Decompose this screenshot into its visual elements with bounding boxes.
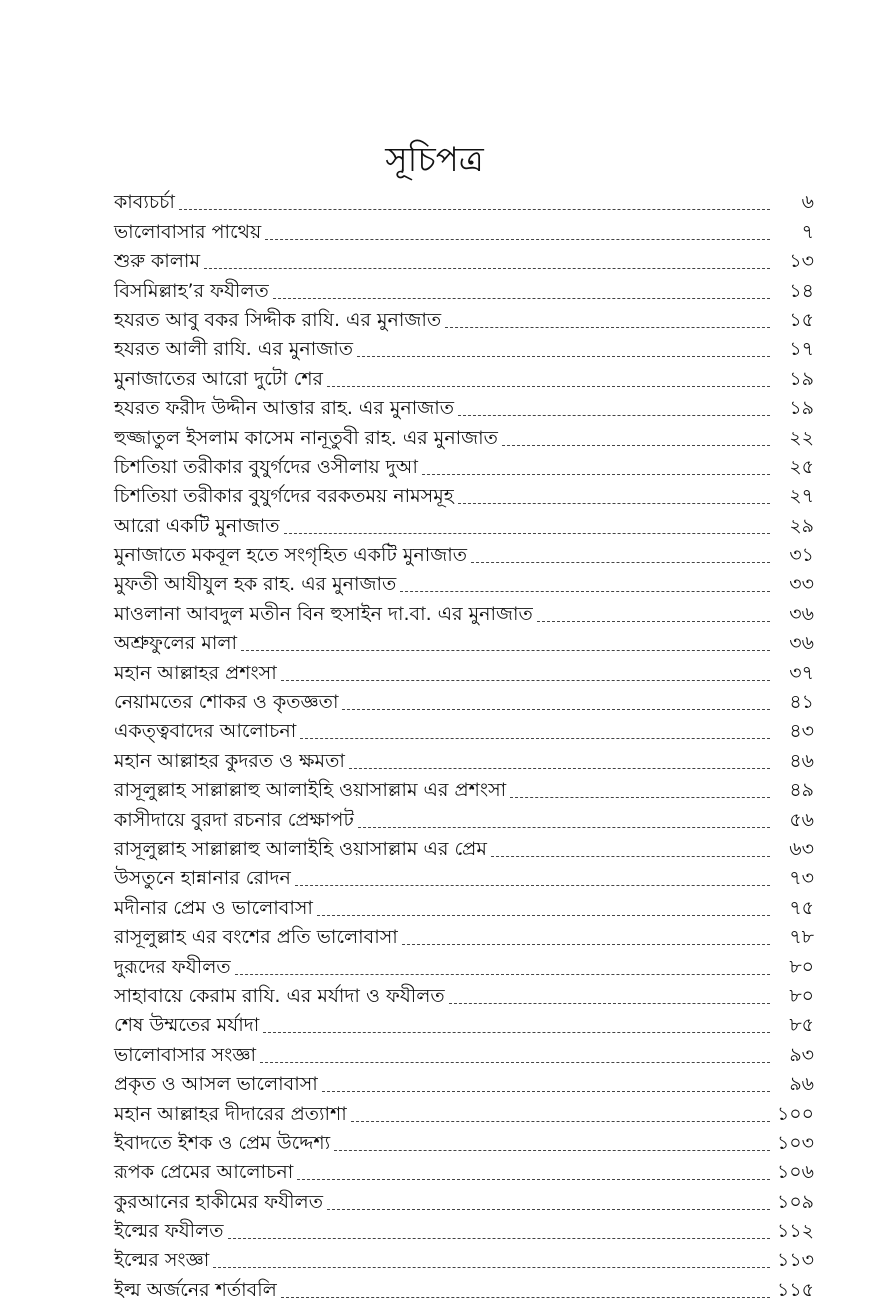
- toc-entry: [114, 274, 814, 303]
- dotted-leader: [263, 1032, 770, 1033]
- toc-entry-page-number: ৮০: [789, 984, 814, 1007]
- dotted-leader: [213, 1267, 770, 1268]
- toc-entry-page-number: ৩৭: [789, 661, 814, 684]
- toc-entry-title: শুরু কালাম: [114, 250, 200, 273]
- page-title: সূচিপত্র: [385, 140, 484, 180]
- toc-entry: [114, 568, 814, 597]
- toc-entry-page-number: ৭: [801, 220, 814, 243]
- toc-entry-title: চিশতিয়া তরীকার বুযুর্গদের ওসীলায় দুআ: [114, 455, 418, 478]
- toc-entry: [114, 833, 814, 862]
- dotted-leader: [281, 1297, 770, 1298]
- toc-entry-title: প্রকৃত ও আসল ভালোবাসা: [114, 1073, 318, 1096]
- toc-entry: [114, 1244, 814, 1273]
- dotted-leader: [510, 797, 770, 798]
- toc-entry: [114, 980, 814, 1009]
- toc-entry-title: মাওলানা আবদুল মতীন বিন হুসাইন দা.বা. এর মুনাজাত: [114, 602, 533, 625]
- toc-entry-page-number: ৯৩: [789, 1043, 814, 1066]
- toc-entry-title: কাব্যচর্চা: [114, 191, 175, 214]
- toc-entry-title: ইল্মের ফযীলত: [114, 1220, 224, 1243]
- toc-entry: [114, 1215, 814, 1244]
- toc-entry: [114, 451, 814, 480]
- toc-entry-page-number: ৬: [801, 191, 814, 214]
- dotted-leader: [179, 209, 770, 210]
- toc-entry-page-number: ২৫: [789, 455, 814, 478]
- toc-entry-title: হযরত ফরীদ উদ্দীন আত্তার রাহ. এর মুনাজাত: [114, 397, 455, 420]
- dotted-leader: [471, 562, 770, 563]
- toc-entry-title: হযরত আলী রাযি. এর মুনাজাত: [114, 338, 353, 361]
- toc-entry-page-number: ৮৫: [789, 1014, 814, 1037]
- toc-entry: [114, 744, 814, 773]
- dotted-leader: [235, 974, 770, 975]
- toc-entry-page-number: ১৩: [789, 250, 814, 273]
- toc-entry-page-number: ২৭: [789, 485, 814, 508]
- toc-entry-title: রাসূলুল্লাহ সাল্লাল্লাহু আলাইহি ওয়াসাল্লাম এর প্রশংসা: [114, 779, 507, 802]
- toc-entry-title: রাসূলুল্লাহ সাল্লাল্লাহু আলাইহি ওয়াসাল্লাম এর প্রেম: [114, 837, 487, 860]
- dotted-leader: [260, 1062, 770, 1063]
- toc-entry-page-number: ১৫: [789, 308, 814, 331]
- toc-entry: [114, 656, 814, 685]
- dotted-leader: [349, 768, 770, 769]
- dotted-leader: [273, 298, 770, 299]
- toc-entry-title: বিসমিল্লাহ’র ফযীলত: [114, 279, 269, 302]
- dotted-leader: [295, 885, 770, 886]
- dotted-leader: [491, 856, 770, 857]
- toc-entry: [114, 333, 814, 362]
- toc-entry: [114, 362, 814, 391]
- toc-entry-page-number: ২৯: [789, 514, 814, 537]
- toc-entry-title: ইল্ম অর্জনের শর্তাবলি: [114, 1278, 277, 1301]
- toc-entry-page-number: ২২: [789, 426, 814, 449]
- toc-entry: [114, 186, 814, 215]
- toc-entry-title: ইল্মের সংজ্ঞা: [114, 1249, 210, 1272]
- toc-entry: [114, 539, 814, 568]
- toc-entry: [114, 950, 814, 979]
- toc-entry: [114, 715, 814, 744]
- toc-entry-page-number: ১১৫: [777, 1278, 814, 1301]
- dotted-leader: [458, 415, 770, 416]
- toc-entry: [114, 1038, 814, 1067]
- dotted-leader: [449, 1003, 770, 1004]
- toc-entry-title: হযরত আবু বকর সিদ্দীক রাযি. এর মুনাজাত: [114, 308, 442, 331]
- toc-entry-page-number: ১০৯: [776, 1190, 814, 1213]
- toc-entry: [114, 891, 814, 920]
- toc-entry-title: অশ্রুফুলের মালা: [114, 632, 238, 655]
- dotted-leader: [300, 738, 770, 739]
- toc-entry-title: ইবাদতে ইশক ও প্রেম উদ্দেশ্য: [114, 1131, 331, 1154]
- toc-entry: [114, 686, 814, 715]
- toc-entry: [114, 597, 814, 626]
- toc-entry: [114, 392, 814, 421]
- toc-entry-title: ভালোবাসার পাথেয়: [114, 220, 262, 243]
- toc-entry-title: রাসূলুল্লাহ এর বংশের প্রতি ভালোবাসা: [114, 926, 398, 949]
- toc-entry: [114, 509, 814, 538]
- dotted-leader: [351, 1121, 770, 1122]
- dotted-leader: [458, 503, 770, 504]
- dotted-leader: [422, 474, 770, 475]
- table-of-contents: [114, 186, 814, 1303]
- toc-entry-title: কুরআনের হাকীমের ফযীলত: [114, 1190, 323, 1213]
- toc-entry-page-number: ৭৩: [789, 867, 814, 890]
- toc-entry-title: চিশতিয়া তরীকার বুযুর্গদের বরকতময় নামসমূহ: [114, 485, 454, 508]
- toc-entry-page-number: ৭৫: [789, 896, 814, 919]
- toc-entry-page-number: ১১২: [776, 1220, 814, 1243]
- toc-entry-title: নেয়ামতের শোকর ও কৃতজ্ঞতা: [114, 691, 339, 714]
- toc-entry-page-number: ৫৬: [789, 808, 814, 831]
- toc-entry: [114, 862, 814, 891]
- toc-entry-title: আরো একটি মুনাজাত: [114, 514, 280, 537]
- toc-entry-page-number: ৪১: [789, 691, 814, 714]
- dotted-leader: [327, 386, 770, 387]
- toc-entry-title: শেষ উম্মতের মর্যাদা: [114, 1014, 260, 1037]
- toc-entry: [114, 921, 814, 950]
- dotted-leader: [537, 621, 770, 622]
- toc-entry-title: উসতুনে হান্নানার রোদন: [114, 867, 291, 890]
- toc-entry-page-number: ৩১: [789, 544, 814, 567]
- toc-entry-title: ভালোবাসার সংজ্ঞা: [114, 1043, 257, 1066]
- toc-entry: [114, 1185, 814, 1214]
- toc-entry: [114, 1097, 814, 1126]
- dotted-leader: [284, 533, 770, 534]
- toc-entry-title: হুজ্জাতুল ইসলাম কাসেম নানূতুবী রাহ. এর মুনাজাত: [114, 426, 498, 449]
- toc-entry-page-number: ১০৬: [776, 1161, 814, 1184]
- toc-entry-page-number: ১১৩: [776, 1249, 814, 1272]
- dotted-leader: [400, 591, 770, 592]
- toc-entry: [114, 627, 814, 656]
- toc-entry-page-number: ৪৩: [789, 720, 814, 743]
- dotted-leader: [342, 709, 770, 710]
- dotted-leader: [241, 650, 770, 651]
- dotted-leader: [281, 680, 770, 681]
- toc-entry-title: মুফতী আযীযুল হক রাহ. এর মুনাজাত: [114, 573, 397, 596]
- toc-entry-page-number: ১০০: [776, 1102, 814, 1125]
- toc-entry-title: মুনাজাতের আরো দুটো শের: [114, 367, 324, 390]
- toc-entry-title: কাসীদায়ে বুরদা রচনার প্রেক্ষাপট: [114, 808, 354, 831]
- toc-entry-title: সাহাবায়ে কেরাম রাযি. এর মর্যাদা ও ফযীলত: [114, 984, 445, 1007]
- toc-entry: [114, 1009, 814, 1038]
- toc-entry-page-number: ১৭: [789, 338, 814, 361]
- toc-entry: [114, 1273, 814, 1302]
- dotted-leader: [334, 1150, 770, 1151]
- toc-entry-page-number: ৯৬: [789, 1073, 814, 1096]
- toc-entry-page-number: ৪৯: [789, 779, 814, 802]
- toc-entry-title: রূপক প্রেমের আলোচনা: [114, 1161, 294, 1184]
- toc-entry: [114, 480, 814, 509]
- toc-entry-page-number: ১৪: [789, 279, 814, 302]
- dotted-leader: [445, 327, 770, 328]
- toc-entry-title: একত্ত্ববাদের আলোচনা: [114, 720, 297, 743]
- toc-entry-page-number: ৩৬: [789, 632, 814, 655]
- dotted-leader: [402, 944, 770, 945]
- toc-entry-page-number: ৪৬: [789, 749, 814, 772]
- dotted-leader: [357, 356, 770, 357]
- dotted-leader: [322, 1091, 770, 1092]
- toc-entry-page-number: ৩৩: [789, 573, 814, 596]
- toc-entry: [114, 1068, 814, 1097]
- toc-entry-title: দুরূদের ফযীলত: [114, 955, 231, 978]
- toc-entry-title: মহান আল্লাহর দীদারের প্রত্যাশা: [114, 1102, 347, 1125]
- toc-entry: [114, 774, 814, 803]
- dotted-leader: [502, 445, 770, 446]
- toc-entry-title: মহান আল্লাহর প্রশংসা: [114, 661, 277, 684]
- toc-entry: [114, 1127, 814, 1156]
- toc-entry-page-number: ৭৮: [789, 926, 814, 949]
- dotted-leader: [297, 1179, 770, 1180]
- toc-entry: [114, 421, 814, 450]
- toc-entry-page-number: ১৯: [789, 397, 814, 420]
- toc-entry: [114, 803, 814, 832]
- dotted-leader: [327, 1209, 770, 1210]
- toc-entry-page-number: ১০৩: [776, 1131, 814, 1154]
- toc-entry: [114, 1156, 814, 1185]
- toc-entry-page-number: ৮০: [789, 955, 814, 978]
- toc-entry-page-number: ১৯: [789, 367, 814, 390]
- toc-entry-title: মহান আল্লাহর কুদরত ও ক্ষমতা: [114, 749, 345, 772]
- toc-entry-page-number: ৬৩: [789, 837, 814, 860]
- toc-entry: [114, 215, 814, 244]
- dotted-leader: [265, 239, 770, 240]
- toc-entry-title: মুনাজাতে মকবূল হতে সংগৃহিত একটি মুনাজাত: [114, 544, 467, 567]
- toc-entry-title: মদীনার প্রেম ও ভালোবাসা: [114, 896, 313, 919]
- dotted-leader: [358, 827, 770, 828]
- dotted-leader: [317, 915, 770, 916]
- dotted-leader: [204, 268, 770, 269]
- toc-entry: [114, 245, 814, 274]
- toc-entry-page-number: ৩৬: [789, 602, 814, 625]
- dotted-leader: [228, 1238, 770, 1239]
- toc-entry: [114, 304, 814, 333]
